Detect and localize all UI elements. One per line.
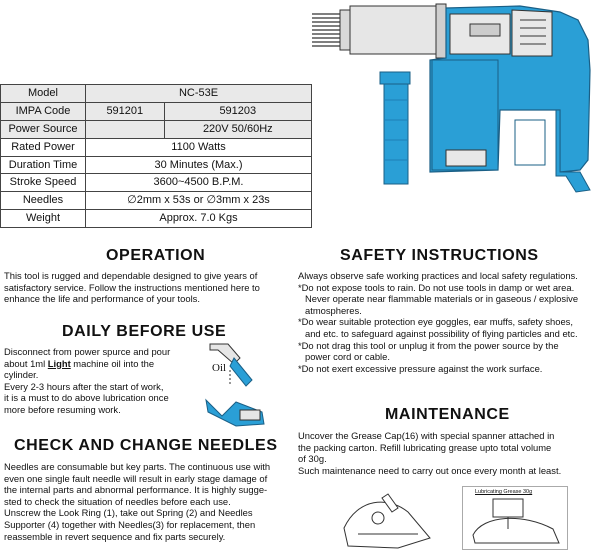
text-line: and etc. to safeguard against possibility of flying particles and etc. xyxy=(305,327,578,339)
maintenance-figure-right xyxy=(462,486,568,550)
text-part: machine oil into the xyxy=(70,357,155,369)
row-value: ∅2mm x 53s or ∅3mm x 23s xyxy=(86,192,312,210)
row-value: 30 Minutes (Max.) xyxy=(86,156,312,174)
row-value: Approx. 7.0 Kgs xyxy=(86,210,312,228)
table-row xyxy=(1,120,312,138)
maintenance-text xyxy=(298,430,561,476)
text-line: the packing carton. Refill lubricating grease upto total volume xyxy=(298,441,552,453)
oil-label: Oil xyxy=(212,362,227,374)
text-line: *Do wear suitable protection eye goggles, ear muffs, safety shoes, xyxy=(298,316,573,328)
text-line: even one single fault needle will result in early stage damage of xyxy=(4,472,268,484)
table-row xyxy=(1,210,312,228)
text-line: Supporter (4) together with Needles(3) for replacement, then xyxy=(4,518,256,530)
text-line: atmospheres. xyxy=(305,304,362,316)
check-heading: CHECK AND CHANGE NEEDLES xyxy=(14,437,278,454)
text-line: more before resuming work. xyxy=(4,403,121,415)
maintenance-heading: MAINTENANCE xyxy=(385,406,510,423)
text-line: Never operate near flammable materials or in gaseous / explosive xyxy=(305,293,579,305)
text-line xyxy=(4,358,170,370)
row-value: 591201 xyxy=(86,102,165,120)
spec-table xyxy=(0,84,312,228)
text-line: reassemble in revert sequence and fix parts securely. xyxy=(4,530,226,542)
row-label: Power Source xyxy=(1,120,86,138)
safety-text xyxy=(298,270,578,374)
table-row xyxy=(1,102,312,120)
row-label: IMPA Code xyxy=(1,102,86,120)
text-line: sted to check the situation of needles before each use. xyxy=(4,495,231,507)
table-row xyxy=(1,174,312,192)
text-part: about 1ml xyxy=(4,357,48,369)
text-line: This tool is rugged and dependable designed to give years of xyxy=(4,270,258,281)
row-value xyxy=(86,120,165,138)
table-row xyxy=(1,138,312,156)
text-line: *Do not exert excessive pressure against the work surface. xyxy=(298,362,543,374)
text-line: enhance the life and performance of your tools. xyxy=(4,293,200,305)
row-label: Stroke Speed xyxy=(1,174,86,192)
text-line: it is a must to do above lubrication once xyxy=(4,392,169,404)
text-line: of 30g. xyxy=(298,453,327,465)
row-value: 220V 50/60Hz xyxy=(164,120,311,138)
table-row xyxy=(1,192,312,210)
light-emphasis: Light xyxy=(47,357,71,369)
table-row xyxy=(1,156,312,174)
row-value: NC-53E xyxy=(86,85,312,103)
row-label: Model xyxy=(1,85,86,103)
maintenance-figure-left xyxy=(338,488,438,550)
text-line: *Do not drag this tool or unplug it from the power source by the xyxy=(298,339,559,351)
text-line: *Do not expose tools to rain. Do not use tools in damp or wet area. xyxy=(298,281,575,293)
grease-figure-drawing xyxy=(463,495,567,545)
row-label: Weight xyxy=(1,210,86,228)
row-label: Needles xyxy=(1,192,86,210)
text-line: Unscrew the Look Ring (1), take out Spring (2) and Needles xyxy=(4,507,253,519)
grease-label: Lubricating Grease 30g xyxy=(475,489,533,495)
row-value: 3600~4500 B.P.M. xyxy=(86,174,312,192)
operation-text xyxy=(4,270,260,305)
text-line: Always observe safe working practices and local safety regulations. xyxy=(298,270,578,281)
operation-heading: OPERATION xyxy=(106,247,206,264)
text-line: Needles are consumable but key parts. The continuous use with xyxy=(4,461,271,472)
text-line: cylinder. xyxy=(4,369,39,381)
daily-text xyxy=(4,346,170,416)
text-line: Disconnect from power spurce and pour xyxy=(4,346,171,357)
safety-heading: SAFETY INSTRUCTIONS xyxy=(340,247,539,264)
row-label: Duration Time xyxy=(1,156,86,174)
text-line: power cord or cable. xyxy=(305,351,390,363)
row-value: 1100 Watts xyxy=(86,138,312,156)
daily-heading: DAILY BEFORE USE xyxy=(62,323,227,340)
check-text xyxy=(4,461,270,542)
text-line: the internal parts and abnormal performance. It is highly sugge- xyxy=(4,484,268,496)
text-line: Uncover the Grease Cap(16) with special spanner attached in xyxy=(298,430,555,441)
row-value: 591203 xyxy=(164,102,311,120)
text-line: satisfactory service. Follow the instructions mentioned here to xyxy=(4,281,260,293)
row-label: Rated Power xyxy=(1,138,86,156)
text-line: Such maintenance need to carry out once every month at least. xyxy=(298,464,562,476)
oil-illustration xyxy=(200,340,270,430)
table-row xyxy=(1,85,312,103)
text-line: Every 2-3 hours after the start of work, xyxy=(4,380,164,392)
